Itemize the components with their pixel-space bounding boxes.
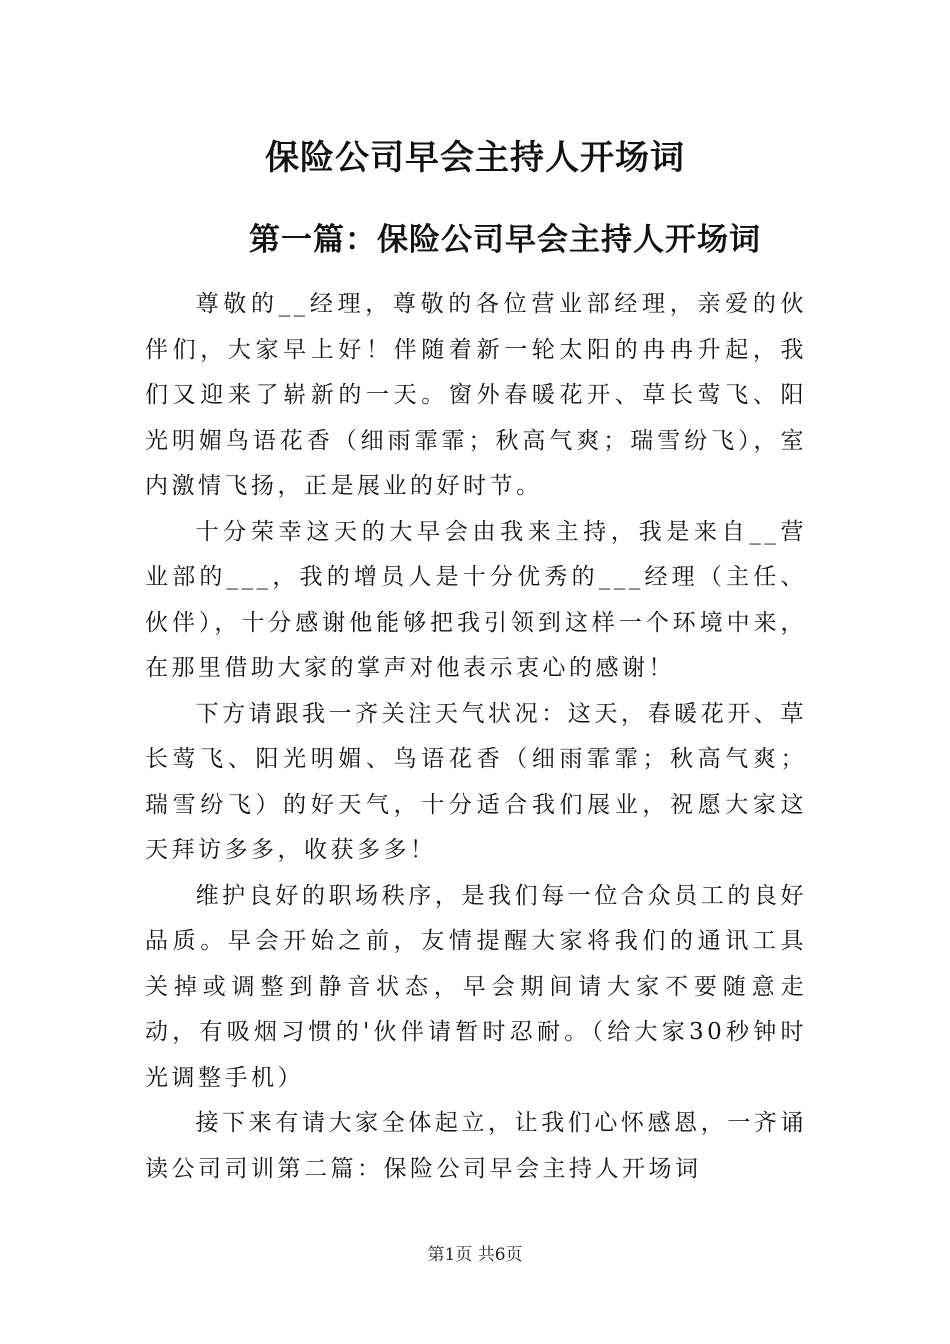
page-footer: 第1页 共6页 <box>427 1245 523 1265</box>
document-title: 保险公司早会主持人开场词 <box>265 138 685 178</box>
paragraph: 十分荣幸这天的大早会由我来主持，我是来自__营业部的___，我的增员人是十分优秀的___经理（主任、伙伴），十分感谢他能够把我引领到这样一个环境中来，在那里借助大家的掌声对他表示衷心的感谢！ <box>145 518 807 681</box>
section-heading: 第一篇：保险公司早会主持人开场词 <box>249 222 761 258</box>
paragraph: 维护良好的职场秩序，是我们每一位合众员工的良好品质。早会开始之前，友情提醒大家将我们的通讯工具关掉或调整到静音状态，早会期间请大家不要随意走动，有吸烟习惯的'伙伴请暂时忍耐。（给大家30秒钟时光调整手机） <box>145 882 807 1091</box>
document-body <box>145 282 807 1192</box>
paragraph: 尊敬的__经理，尊敬的各位营业部经理，亲爱的伙伴们，大家早上好！伴随着新一轮太阳的冉冉升起，我们又迎来了崭新的一天。窗外春暖花开、草长莺飞、阳光明媚鸟语花香（细雨霏霏；秋高气爽；瑞雪纷飞），室内激情飞扬，正是展业的好时节。 <box>145 291 807 499</box>
paragraph: 接下来有请大家全体起立，让我们心怀感恩，一齐诵读公司司训第二篇：保险公司早会主持人开场词 <box>145 1110 807 1182</box>
paragraph: 下方请跟我一齐关注天气状况：这天，春暖花开、草长莺飞、阳光明媚、鸟语花香（细雨霏霏；秋高气爽；瑞雪纷飞）的好天气，十分适合我们展业，祝愿大家这天拜访多多，收获多多！ <box>145 700 807 863</box>
